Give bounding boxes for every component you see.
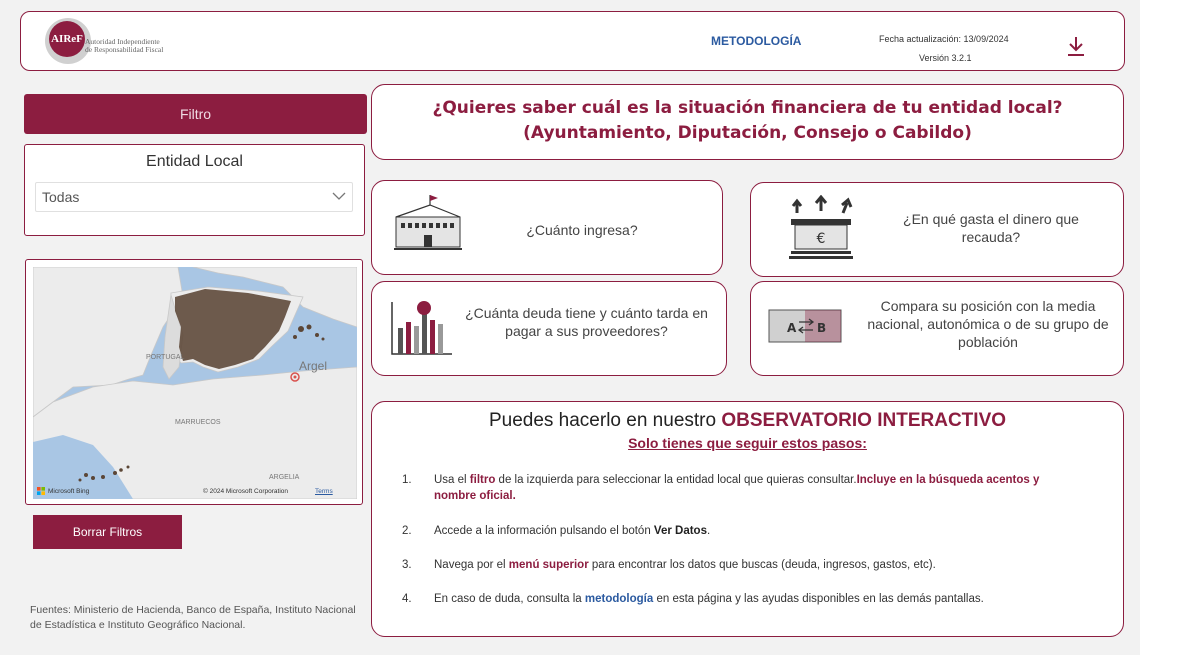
entity-filter: [24, 144, 365, 236]
map-terms-link[interactable]: Terms: [315, 488, 333, 495]
step-text-part: Navega por el: [434, 559, 509, 571]
map-visual[interactable]: [25, 259, 363, 505]
euro-spending-icon: [785, 195, 857, 261]
step-text-part: Accede a la información pulsando el botón: [434, 525, 654, 537]
microsoft-logo-icon: [37, 487, 45, 495]
income-card[interactable]: [371, 180, 723, 275]
step-text-part: .: [706, 525, 711, 537]
chevron-down-icon: [332, 191, 346, 201]
bing-attribution: [37, 487, 89, 495]
org-name-line2: de Responsabilidad Fiscal: [85, 45, 164, 54]
step-text: [434, 472, 1074, 504]
step-text-part: de la izquierda para seleccionar la entidad local que quieras consultar.: [495, 474, 857, 486]
step-number: 1.: [402, 474, 412, 486]
download-icon[interactable]: [1065, 34, 1087, 58]
step-keyword[interactable]: metodología: [584, 593, 654, 605]
entity-select-value: Todas: [42, 189, 80, 205]
step-text: [434, 523, 1074, 539]
version-label: Versión 3.2.1: [919, 53, 972, 63]
filter-header: Filtro: [24, 94, 367, 134]
spending-card[interactable]: [750, 182, 1124, 277]
observatory-title-highlight: OBSERVATORIO INTERACTIVO: [721, 410, 1007, 431]
step-keyword: filtro: [469, 474, 496, 486]
debt-chart-icon: [390, 298, 454, 358]
step-text-part: Usa el: [434, 474, 470, 486]
header-bar: [20, 11, 1125, 71]
step-number: 4.: [402, 593, 412, 605]
observatory-title: [372, 410, 1123, 432]
map-canvas[interactable]: [33, 267, 357, 499]
clear-filters-button[interactable]: Borrar Filtros: [33, 515, 182, 549]
observatory-subtitle: Solo tienes que seguir estos pasos:: [628, 435, 867, 451]
spending-question: ¿En qué gasta el dinero que recauda?: [903, 211, 1079, 245]
entity-label: Entidad Local: [146, 153, 243, 170]
org-name: [85, 38, 205, 54]
step-number: 2.: [402, 525, 412, 537]
step-number: 3.: [402, 559, 412, 571]
step-note: Incluye en la búsqueda acentos y nombre oficial.: [434, 474, 1040, 502]
debt-card[interactable]: [371, 281, 727, 376]
step-text-part: en esta página y las ayudas disponibles en las demás pantallas.: [653, 593, 984, 605]
update-date: Fecha actualización: 13/09/2024: [879, 34, 1009, 44]
map-provider: Microsoft Bing: [48, 487, 90, 495]
svg-text:B: B: [817, 321, 827, 335]
main-title-box: [371, 84, 1124, 160]
step-text-part: para encontrar los datos que buscas (deuda, ingresos, gastos, etc).: [588, 559, 936, 571]
step-text: [434, 557, 1074, 573]
map-label-argel: Argel: [299, 359, 328, 373]
step-keyword: menú superior: [508, 559, 589, 571]
main-title-line1: ¿Quieres saber cuál es la situación financiera de tu entidad local?: [432, 98, 1063, 118]
map-label-argelia: ARGELIA: [269, 474, 300, 481]
org-name-line1: Autoridad Independiente: [85, 37, 160, 46]
step-keyword: Ver Datos: [653, 525, 707, 537]
methodology-link[interactable]: METODOLOGÍA: [711, 34, 802, 48]
debt-question: ¿Cuánta deuda tiene y cuánto tarda en pagar a sus proveedores?: [465, 305, 708, 339]
map-pin-icon: [289, 371, 301, 383]
income-question: ¿Cuánto ingresa?: [526, 222, 638, 238]
compare-icon: [767, 308, 843, 344]
svg-text:A: A: [787, 321, 797, 335]
step-text-part: En caso de duda, consulta la: [434, 593, 585, 605]
observatory-box: [371, 401, 1124, 637]
observatory-title-prefix: Puedes hacerlo en nuestro: [488, 410, 722, 431]
compare-card[interactable]: [750, 281, 1124, 376]
map-label-marruecos: MARRUECOS: [175, 419, 221, 426]
step-text: [434, 591, 1074, 607]
sources-note: Fuentes: Ministerio de Hacienda, Banco de España, Instituto Nacional de Estadística e Instituto Geográfico Nacional.: [30, 604, 356, 631]
compare-question: Compara su posición con la media nacional, autonómica o de su grupo de población: [867, 298, 1109, 350]
logo-mark: AIReF: [49, 21, 85, 57]
entity-select[interactable]: [35, 182, 353, 212]
svg-text:€: €: [816, 231, 826, 247]
map-copyright: © 2024 Microsoft Corporation: [203, 488, 288, 495]
main-title-line2: (Ayuntamiento, Diputación, Consejo o Cabildo): [523, 123, 972, 143]
town-hall-icon: [392, 193, 464, 251]
map-label-portugal: PORTUGAL: [146, 354, 185, 361]
municipality-points: [33, 267, 357, 499]
